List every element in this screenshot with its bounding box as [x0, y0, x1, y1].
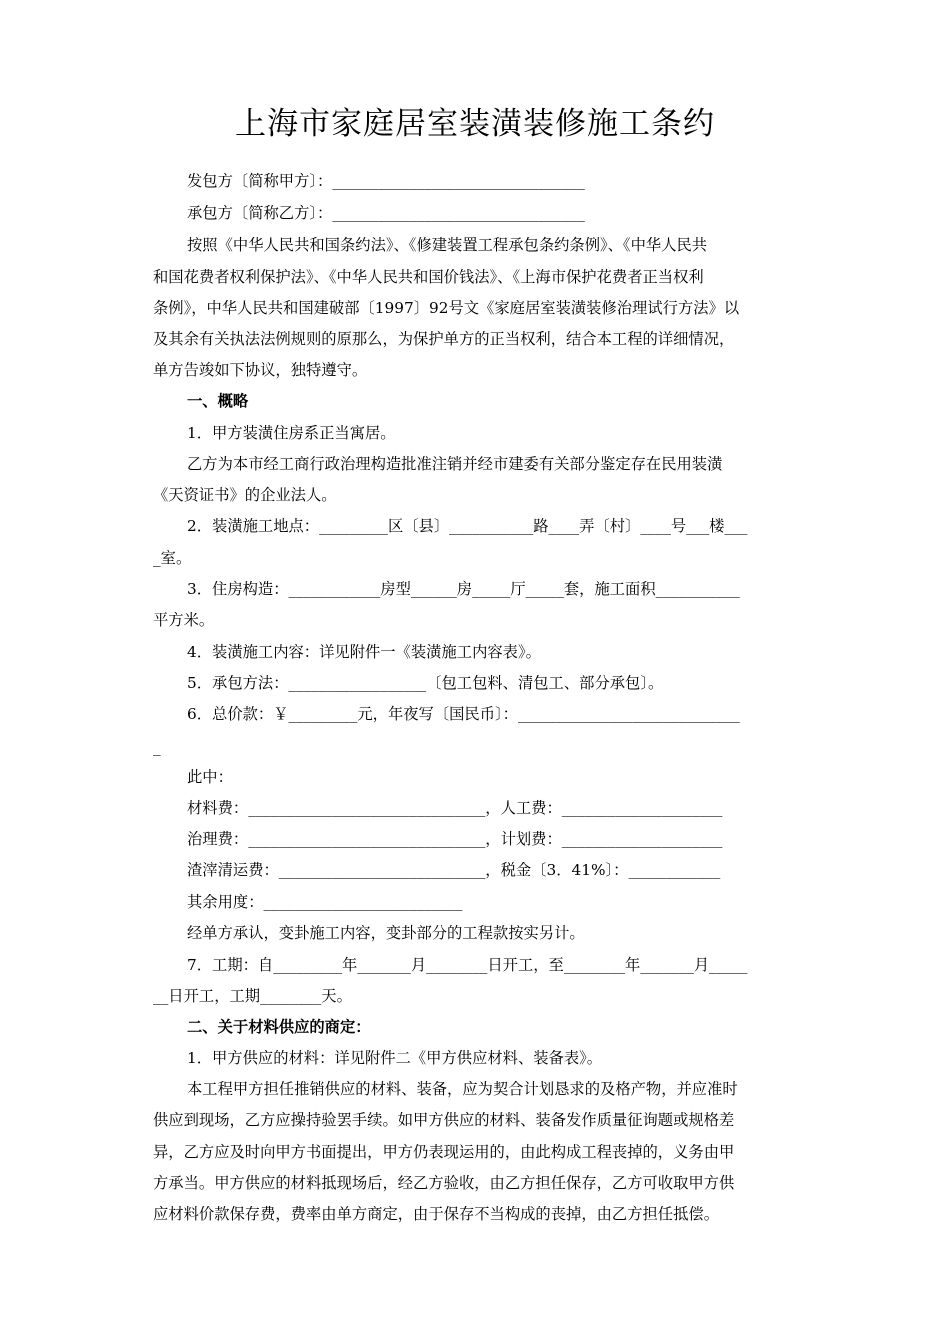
materials-paragraph-line: 供应到现场，乙方应操持验罢手续。如甲方供应的材料、装备发作质量征询题或规格差	[153, 1111, 735, 1129]
materials-paragraph-line: 应材料价款保存费，费率由单方商定，由于保存不当构成的丧掉，由乙方担任抵偿。	[153, 1205, 719, 1223]
clause-line: 乙方为本市经工商行政治理构造批准注销并经市建委有关部分鉴定存在民用装潢	[187, 455, 723, 473]
materials-paragraph-line: 异，乙方应及时向甲方书面提出，甲方仍表现运用的，由此构成工程丧掉的，义务由甲	[153, 1143, 735, 1161]
contract-mode-line: 5．承包方法：__________________〔包工包料、清包工、部分承包〕。	[187, 674, 664, 692]
total-price-line: _	[153, 738, 161, 756]
preamble-line: 条例》，中华人民共和国建破部〔1997〕92号文《家庭居室装潢装修治理试行方法》以	[153, 299, 740, 317]
contractor-line: 承包方〔简称乙方〕：_________________________________	[187, 204, 585, 222]
fee-line: 材料费：_______________________________，人工费：_____________________	[187, 799, 723, 817]
schedule-line: __日开工，工期________天。	[153, 987, 352, 1005]
contract-title: 上海市家庭居室装潢装修施工条约	[235, 106, 715, 142]
fee-line: 治理费：_______________________________，计划费：_____________________	[187, 830, 723, 848]
change-note: 经单方承认，变卦施工内容，变卦部分的工程款按实另计。	[187, 924, 585, 942]
breakdown-label: 此中：	[187, 768, 233, 786]
content-line: 4．装潢施工内容：详见附件一《装潢施工内容表》。	[187, 643, 541, 661]
clause-line: 《天资证书》的企业法人。	[153, 486, 337, 504]
section-heading-overview: 一、概略	[187, 392, 249, 410]
address-line: 2．装潢施工地点：_________区〔县〕___________路____弄〔村〕____号___楼___	[187, 517, 748, 535]
clause-line: 1．甲方装潢住房系正当寓居。	[187, 424, 396, 442]
structure-line: 3．住房构造：____________房型______房_____厅_____套，施工面积___________	[187, 580, 740, 598]
preamble-line: 及其余有关执法法例规则的原那么，为保护单方的正当权利，结合本工程的详细情况，	[153, 330, 735, 348]
fee-line: 渣滓清运费：___________________________，税金〔3．41%〕：____________	[187, 861, 721, 879]
clause-line: 1．甲方供应的材料：详见附件二《甲方供应材料、装备表》。	[187, 1049, 603, 1067]
structure-line: 平方米。	[153, 611, 215, 629]
employer-line: 发包方〔简称甲方〕：_________________________________	[187, 172, 585, 190]
fee-line: 其余用度：__________________________	[187, 893, 463, 911]
preamble-line: 和国花费者权利保护法》、《中华人民共和国价钱法》、《上海市保护花费者正当权利	[153, 268, 704, 286]
materials-paragraph-line: 方承当。甲方供应的材料抵现场后，经乙方验收，由乙方担任保存，乙方可收取甲方供	[153, 1174, 735, 1192]
address-line: _室。	[153, 549, 192, 567]
preamble-line: 单方告竣如下协议，独特遵守。	[153, 361, 368, 379]
total-price-line: 6．总价款：￥_________元，年夜写〔国民币〕：_____________________________	[187, 705, 740, 723]
section-heading-materials: 二、关于材料供应的商定：	[187, 1018, 371, 1036]
preamble-line: 按照《中华人民共和国条约法》、《修建装置工程承包条约条例》、《中华人民共	[187, 236, 708, 254]
materials-paragraph-line: 本工程甲方担任推销供应的材料、装备，应为契合计划恳求的及格产物，并应准时	[187, 1080, 738, 1098]
schedule-line: 7．工期：自_________年_______月________日开工，至________年_______月_____	[187, 956, 748, 974]
